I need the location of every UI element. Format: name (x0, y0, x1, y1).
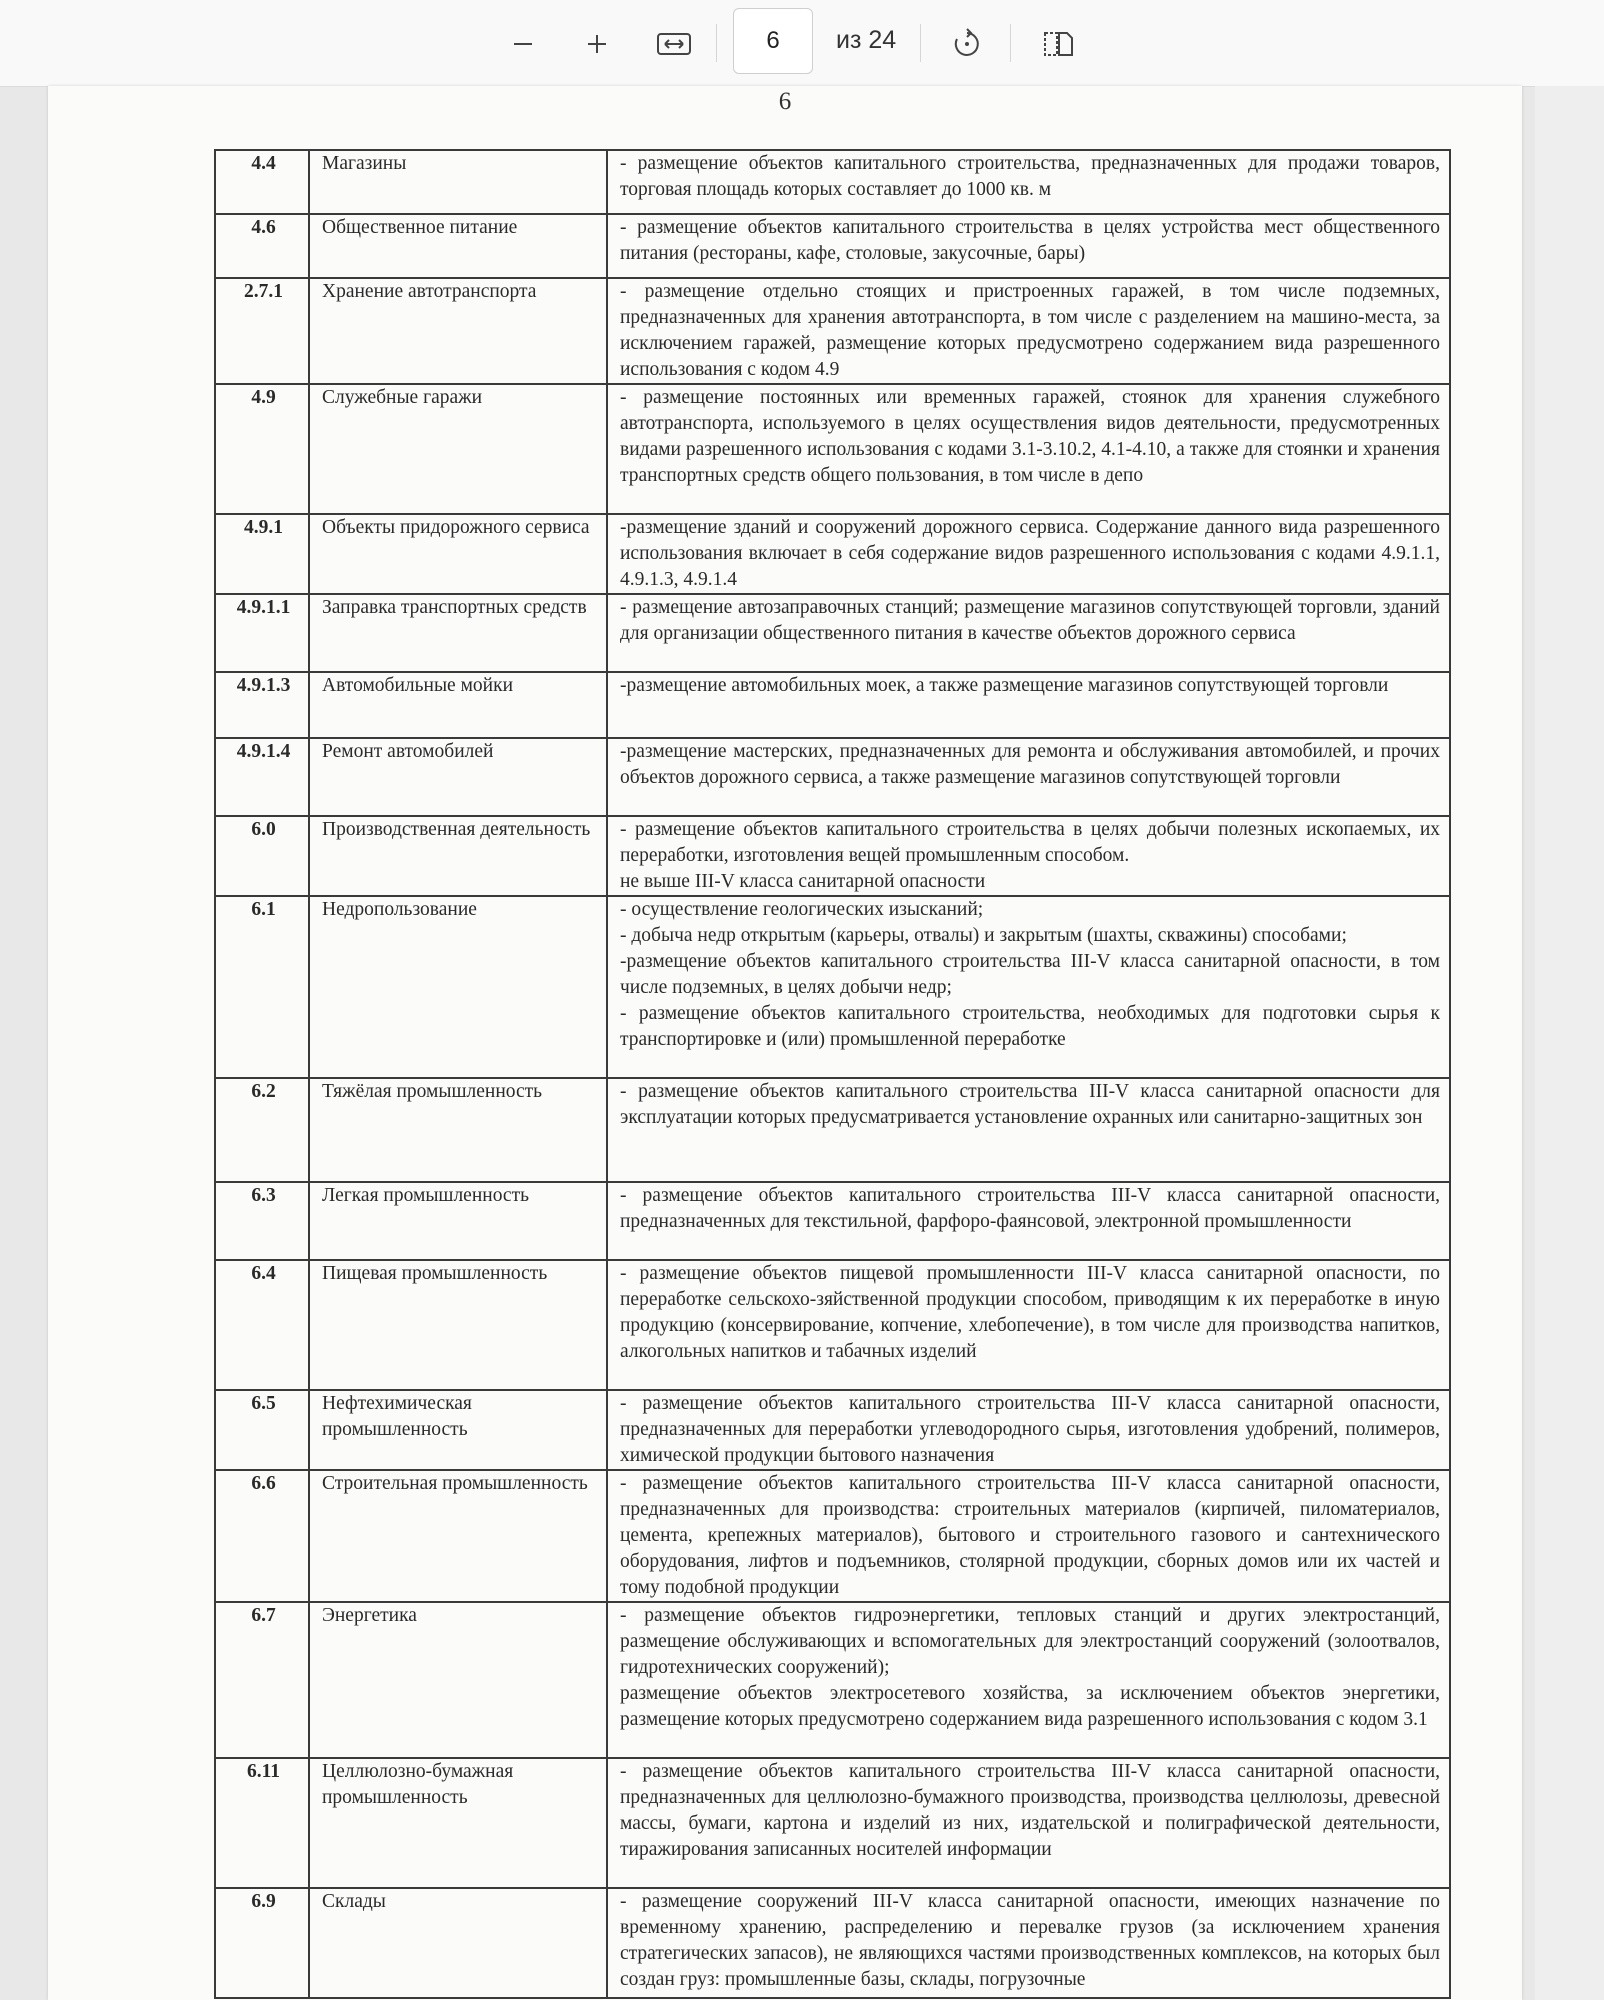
table-row (215, 672, 1450, 738)
use-description (607, 150, 1450, 214)
land-use-table (214, 149, 1451, 1999)
table-row (215, 816, 1450, 896)
use-name: Хранение автотранспорта (309, 278, 607, 384)
table-row (215, 1888, 1450, 1998)
description-line: - размещение объектов капитального строительства III-V класса санитарной опасности, предназначенных для целлюлозно-бумажного производства, производства целлюлозы, древесной массы, бумаги, картона и изделий из них, издательской и полиграфической деятельности, тиражирования записанных носителей информации (620, 1761, 1440, 1860)
table-row (215, 1390, 1450, 1470)
use-description (607, 384, 1450, 514)
use-code: 4.6 (215, 214, 309, 278)
description-line: - размещение постоянных или временных гаражей, стоянок для хранения служебного автотранспорта, используемого в целях осуществления видов деятельности, предусмотренных видами разрешенного использования с кодами 3.1-3.10.2, 4.1-4.10, а также для стоянки и хранения транспортных средств общего пользования, в том числе в депо (620, 387, 1440, 486)
use-name: Нефтехимическая промышленность (309, 1390, 607, 1470)
table-row (215, 278, 1450, 384)
use-code: 4.4 (215, 150, 309, 214)
table-row (215, 384, 1450, 514)
description-line: - размещение объектов капитального строительства, предназначенных для продажи товаров, торговая площадь которых составляет до 1000 кв. м (620, 153, 1440, 200)
use-code: 6.7 (215, 1602, 309, 1758)
use-description (607, 738, 1450, 816)
toolbar-separator (920, 24, 921, 62)
zoom-out-button[interactable] (500, 22, 546, 66)
description-line: -размещение автомобильных моек, а также размещение магазинов сопутствующей торговли (620, 675, 1389, 696)
use-description (607, 672, 1450, 738)
table-row (215, 214, 1450, 278)
use-name: Служебные гаражи (309, 384, 607, 514)
description-line: не выше III-V класса санитарной опасности (620, 871, 986, 892)
use-description (607, 896, 1450, 1078)
description-line: - размещение объектов капитального строительства III-V класса санитарной опасности, предназначенных для переработки углеводородного сырья, изготовления удобрений, полимеров, химической продукции бытового назначения (620, 1393, 1440, 1466)
use-code: 6.11 (215, 1758, 309, 1888)
rotate-icon (951, 28, 983, 60)
use-description (607, 214, 1450, 278)
use-name: Строительная промышленность (309, 1470, 607, 1602)
use-name: Общественное питание (309, 214, 607, 278)
fit-width-icon (656, 30, 692, 58)
use-code: 4.9.1.3 (215, 672, 309, 738)
toolbar-separator (1010, 24, 1011, 62)
table-row (215, 1470, 1450, 1602)
document-page (48, 86, 1522, 2000)
total-pages-label: из 24 (836, 26, 897, 54)
use-name: Пищевая промышленность (309, 1260, 607, 1390)
use-code: 6.1 (215, 896, 309, 1078)
use-name: Автомобильные мойки (309, 672, 607, 738)
use-code: 4.9.1.1 (215, 594, 309, 672)
description-line: - размещение отдельно стоящих и пристроенных гаражей, в том числе подземных, предназначенных для хранения автотранспорта, в том числе с разделением на машино-места, за исключением гаражей, размещение которых предусмотрено содержанием вида разрешенного использования с кодом 4.9 (620, 281, 1440, 380)
description-line: - добыча недр открытым (карьеры, отвалы) и закрытым (шахты, скважины) способами; (620, 925, 1347, 946)
use-code: 6.6 (215, 1470, 309, 1602)
use-code: 6.2 (215, 1078, 309, 1182)
description-line: - размещение объектов капитального строительства, необходимых для подготовки сырья к транспортировке и (или) промышленной переработке (620, 1003, 1440, 1050)
use-name: Склады (309, 1888, 607, 1998)
use-code: 6.5 (215, 1390, 309, 1470)
use-name: Целлюлозно-бумажная промышленность (309, 1758, 607, 1888)
minus-icon (510, 31, 536, 57)
description-line: - осуществление геологических изысканий; (620, 899, 984, 920)
pdf-toolbar (0, 0, 1604, 87)
use-description (607, 1758, 1450, 1888)
use-name: Тяжёлая промышленность (309, 1078, 607, 1182)
description-line: - размещение объектов капитального строительства в целях устройства мест общественного питания (рестораны, кафе, столовые, закусочные, бары) (620, 217, 1440, 264)
viewer-margin (1535, 86, 1604, 2000)
use-code: 6.0 (215, 816, 309, 896)
zoom-in-button[interactable] (574, 22, 620, 66)
rotate-button[interactable] (944, 22, 990, 66)
use-description (607, 1078, 1450, 1182)
page-view-button[interactable] (1035, 22, 1081, 66)
use-code: 2.7.1 (215, 278, 309, 384)
use-description (607, 594, 1450, 672)
use-description (607, 1260, 1450, 1390)
use-name: Недропользование (309, 896, 607, 1078)
toolbar-separator (716, 24, 717, 62)
description-line: -размещение зданий и сооружений дорожного сервиса. Содержание данного вида разрешенного использования включает в себя содержание видов разрешенного использования с кодами 4.9.1.1, 4.9.1.3, 4.9.1.4 (620, 517, 1440, 590)
two-page-icon (1041, 30, 1075, 58)
table-row (215, 738, 1450, 816)
table-row (215, 896, 1450, 1078)
table-row (215, 1758, 1450, 1888)
description-line: - размещение автозаправочных станций; размещение магазинов сопутствующей торговли, зданий для организации общественного питания в качестве объектов дорожного сервиса (620, 597, 1440, 644)
table-row (215, 1078, 1450, 1182)
page-number-header: 6 (778, 88, 792, 115)
description-line: -размещение объектов капитального строительства III-V класса санитарной опасности, в том числе подземных, в целях добычи недр; (620, 951, 1440, 998)
table-row (215, 514, 1450, 594)
use-description (607, 278, 1450, 384)
use-code: 4.9.1.4 (215, 738, 309, 816)
use-code: 4.9 (215, 384, 309, 514)
use-name: Производственная деятельность (309, 816, 607, 896)
use-name: Легкая промышленность (309, 1182, 607, 1260)
page-number-input[interactable] (733, 8, 813, 74)
description-line: - размещение объектов пищевой промышленности III-V класса санитарной опасности, по переработке сельскохо-зяйственной продукции способом, приводящим к их переработке в иную продукцию (консервирование, копчение, хлебопечение), в том числе для производства напитков, алкогольных напитков и табачных изделий (620, 1263, 1440, 1362)
use-name: Заправка транспортных средств (309, 594, 607, 672)
description-line: - размещение объектов капитального строительства III-V класса санитарной опасности для эксплуатации которых предусматривается установление охранных или санитарно-защитных зон (620, 1081, 1440, 1128)
use-code: 6.9 (215, 1888, 309, 1998)
fit-width-button[interactable] (651, 22, 697, 66)
table-row (215, 150, 1450, 214)
table-row (215, 594, 1450, 672)
use-code: 4.9.1 (215, 514, 309, 594)
table-row (215, 1260, 1450, 1390)
use-description (607, 1888, 1450, 1998)
plus-icon (584, 31, 610, 57)
use-description (607, 514, 1450, 594)
use-name: Ремонт автомобилей (309, 738, 607, 816)
description-line: -размещение мастерских, предназначенных для ремонта и обслуживания автомобилей, и прочих объектов дорожного сервиса, а также размещение магазинов сопутствующей торговли (620, 741, 1440, 788)
use-description (607, 1470, 1450, 1602)
use-name: Энергетика (309, 1602, 607, 1758)
use-description (607, 1602, 1450, 1758)
description-line: - размещение объектов капитального строительства III-V класса санитарной опасности, предназначенных для текстильной, фарфоро-фаянсовой, электронной промышленности (620, 1185, 1440, 1232)
use-code: 6.3 (215, 1182, 309, 1260)
use-code: 6.4 (215, 1260, 309, 1390)
table-row (215, 1602, 1450, 1758)
description-line: - размещение сооружений III-V класса санитарной опасности, имеющих назначение по временному хранению, распределению и перевалке грузов (за исключением хранения стратегических запасов), не являющихся частями производственных комплексов, на которых был создан груз: промышленные базы, склады, погрузочные (620, 1891, 1440, 1990)
use-name: Магазины (309, 150, 607, 214)
use-description (607, 1390, 1450, 1470)
description-line: - размещение объектов капитального строительства III-V класса санитарной опасности, предназначенных для производства: строительных материалов (кирпичей, пиломатериалов, цемента, крепежных материалов), бытового и строительного газового и сантехнического оборудования, лифтов и подъемников, столярной продукции, сборных домов или их частей и тому подобной продукции (620, 1473, 1440, 1598)
description-line: размещение объектов электросетевого хозяйства, за исключением объектов энергетики, размещение которых предусмотрено содержанием вида разрешенного использования с кодом 3.1 (620, 1683, 1440, 1730)
use-description (607, 816, 1450, 896)
use-name: Объекты придорожного сервиса (309, 514, 607, 594)
description-line: - размещение объектов капитального строительства в целях добычи полезных ископаемых, их переработки, изготовления вещей промышленным способом. (620, 819, 1440, 866)
description-line: - размещение объектов гидроэнергетики, тепловых станций и других электростанций, размещение обслуживающих и вспомогательных для электростанций сооружений (золоотвалов, гидротехнических сооружений); (620, 1605, 1440, 1678)
use-description (607, 1182, 1450, 1260)
table-row (215, 1182, 1450, 1260)
